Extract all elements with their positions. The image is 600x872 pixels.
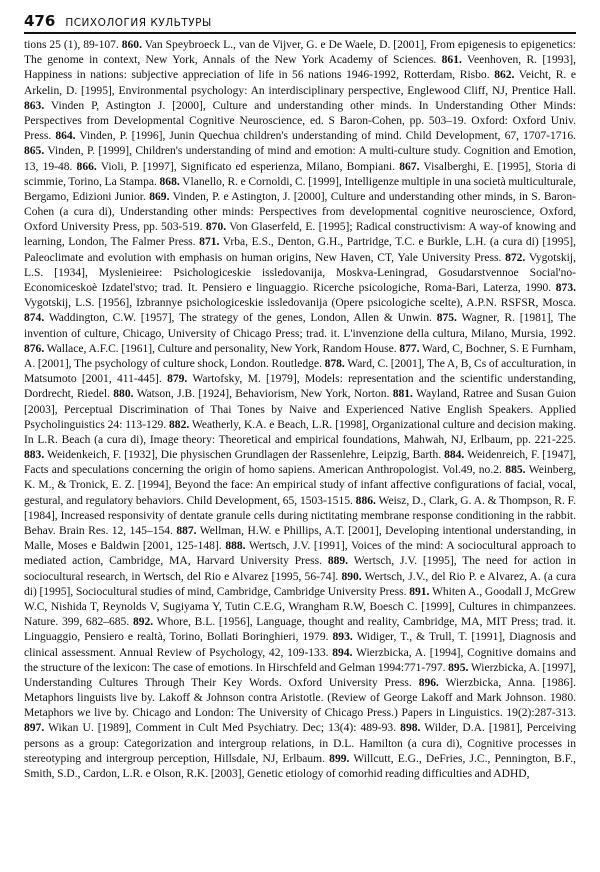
reference-text: Vinden, P. [1996], Junin Quechua children's understanding of mind. Child Development, 67, 1707-1716. [79, 130, 576, 143]
reference-text: Vygotskij, L.S. [1934], Myslenieiree: Psichologiceskie issledovanija, Moskva-Leningrad, Gosudarstvennoe Social'no-Economiceskoè Izdatel'stvo; trad. It. Pensiero e linguaggio. Ricerche psicologiche, Roma-Bari, Laterza, 1990. [24, 251, 576, 294]
page-number: 476 [24, 12, 56, 30]
reference-text: Wikan U. [1989], Comment in Cult Med Psychiatry. Dec; 13(4): 489-93. [48, 722, 397, 735]
reference-number: 886. [355, 494, 376, 507]
reference-number: 897. [24, 722, 45, 735]
reference-text: Willcutt, E.G., DeFries, J.C., Pennington, B.F., Smith, S.D., Cardon, L.R. e Olson, R.K. [2003], Genetic etiology of comorhid reading difficulties and ADHD, [24, 752, 576, 780]
reference-entry [55, 130, 576, 142]
reference-number: 899. [329, 752, 350, 765]
reference-list [24, 38, 576, 782]
reference-number: 892. [132, 616, 154, 629]
reference-number: 879. [167, 373, 188, 386]
reference-number: 880. [113, 388, 134, 401]
reference-text: Wertsch, J.V. [1991], Voices of the mind: A sociocultural approach to mediated action, Cambridge, MA, Harvard University Press. [24, 540, 576, 568]
reference-text: Vygotskij, L.S. [1956], Izbrannye psichologiceskie issledovanija (Opere psicologiche scelte), A.P.N. RSFSR, Mosca. [24, 297, 576, 310]
reference-number: 874. [24, 312, 45, 325]
reference-number: 876. [24, 342, 45, 355]
reference-text: Wierzbicka, Anna. [1986]. Metaphors linguists live by. Lakoff & Johnson contra Aristotle. (Review of George Lakoff and Mark Johnson. 1980. Metaphors we live by. Chicago and London: The University of Chicago Press.) Papers in Linguistics. 19(2):287-313. [24, 676, 576, 720]
reference-text: Wallace, A.F.C. [1961], Culture and personality, New York, Random House. [46, 342, 397, 355]
reference-number: 861. [441, 54, 462, 67]
reference-text: Wartofsky, M. [1979], Models: representation and the scientific understanding, Dordrecht, Riedel. [24, 373, 576, 401]
reference-text: Whore, B.L. [1956], Language, thought and reality, Cambridge, MA, MIT Press; trad. it. Linguaggio, Pensiero e realtà, Torino, Bollati Boringhieri, 1979. [24, 616, 576, 644]
reference-number: 882. [169, 418, 190, 431]
reference-text: Waddington, C.W. [1957], The strategy of the genes, London, Allen & Unwin. [48, 312, 432, 325]
reference-text: Vrba, E.S., Denton, G.H., Partridge, T.C. e Burkle, L.H. (a cura di) [1995], Paleoclimate and evolution with emphasis on human origins, New Haven, CT, Yale University Press. [24, 236, 576, 264]
reference-text: Vinden, P. e Astington, J. [2000], Culture and understanding other minds, in S. Baron-Cohen (a cura di), Understanding other minds: Perspectives from developmental cognitive neuroscience, Oxford, Oxford University Press, pp. 503-519. [24, 190, 576, 234]
reference-number: 890. [341, 570, 362, 583]
reference-text: Ward, C, Bochner, S. E Furnham, A. [2001], The psychology of culture shock, London. Routledge. [24, 342, 576, 370]
reference-text: Vlanello, R. e Cornoldi, C. [1999], Intelligenze multiple in una società multiculturale, Bergamo, Edizioni Junior. [24, 175, 576, 203]
reference-text: Vinden, P. [1999], Children's understanding of mind and emotion: A multi-culture study. Cognition and Emotion, 13, 19-48. [24, 145, 576, 173]
reference-number: 869. [149, 190, 170, 203]
reference-text: Veenhoven, R. [1993], Happiness in nations: subjective appreciation of life in 56 nations 1946-1992, Rotterdam, Risbo. [24, 54, 576, 82]
reference-number: 894. [332, 646, 353, 659]
reference-number: 864. [55, 130, 76, 143]
reference-number: 870. [205, 221, 227, 234]
reference-entry [24, 343, 397, 355]
reference-number: 878. [324, 357, 345, 370]
reference-number: 877. [399, 342, 420, 355]
reference-number: 891. [409, 585, 430, 598]
reference-number: 893. [332, 631, 353, 644]
reference-entry [24, 722, 396, 734]
reference-text: Wierzbicka, A. [1994], Cognitive domains and the structure of the lexicon: The case of emotions. In Hirschfeld and Gelman 1994:771-797. [24, 646, 576, 674]
reference-text: Vinden P, Astington J. [2000], Culture and understanding other minds. In Understanding Other Minds: Perspectives from Developmental Cognitive Neuroscience, ed. S Baron-Cohen, pp. 503–19. Oxford: Oxford Univ. Press. [24, 99, 576, 143]
reference-text: Whiten A., Goodall J, McGrew W.C, Nishida T, Reynolds V, Sugiyama Y, Tutin C.E.G, Wrangham R.W, Boesch C. [1999], Cultures in chimpanzees. Nature. 399, 682–685. [24, 585, 576, 629]
reference-text: Wertsch, J.V. [1995], The need for action in sociocultural research, in Wertsch, del Rio e Alvarez [1995, 56-74]. [24, 555, 576, 583]
reference-text: Von Glaserfeld, E. [1995]; Radical constructivism: A way-of knowing and learning, London, The Falmer Press. [24, 221, 576, 249]
reference-number: 871. [199, 236, 220, 249]
reference-number: 866. [76, 160, 97, 173]
reference-number: 875. [436, 312, 457, 325]
reference-text: tions 25 (1), 89-107. [24, 39, 119, 51]
reference-number: 881. [392, 388, 413, 401]
reference-text: Wayland, Ratree and Susan Guion [2003], Perceptual Discrimination of Thai Tones by Naive and Experienced Native English Speakers. Applied Psycholinguistics 24: 113-129. [24, 388, 576, 431]
reference-number: 884. [444, 449, 465, 462]
reference-number: 872. [505, 251, 526, 264]
reference-number: 887. [176, 525, 197, 537]
reference-number: 896. [418, 676, 439, 689]
reference-text: Wagner, R. [1981], The invention of culture, Chicago, University of Chicago Press; trad. it. L'invenzione della cultura, Milano, Mursia, 1992. [24, 312, 576, 340]
reference-text: Wierzbicka, A. [1997], Understanding Cultures Through Their Key Words. Oxford University Press. [24, 661, 576, 689]
reference-entry [24, 312, 432, 324]
reference-entry [77, 161, 396, 173]
reference-entry [24, 39, 119, 51]
reference-entry [113, 388, 389, 400]
reference-number: 865. [24, 145, 45, 158]
reference-text: Wilder, D.A. [1981], Perceiving persons as a group: Categorization and intergroup relations, in D.L. Hamilton (a cura di), Cognitive processes in stereotyping and intergroup perception, Hillsdale, NJ, Erlbaum. [24, 722, 576, 765]
reference-number: 883. [24, 449, 45, 462]
reference-text: Wertsch, J.V., del Rio P. e Alvarez, A. (a cura di) [1995], Sociocultural studies of mind, Cambridge, Cambridge University Press. [24, 570, 576, 598]
reference-text: Visalberghi, E. [1995], Storia di scimmie, Torino, La Stampa. [24, 160, 576, 188]
reference-number: 898. [400, 722, 421, 735]
reference-text: Ward, C. [2001], The A, B, Cs of acculturation, in Matsumoto [2001, 411-445]. [24, 357, 576, 386]
reference-text: Van Speybroeck L., van de Vijver, G. e De Waele, D. [2001], From epigenesis to epigenetics: The genome in context, New York, Annals of the New York Academy of Sciences. [24, 39, 576, 67]
reference-number: 889. [327, 555, 349, 568]
reference-text: Veicht, R. e Arkelin, D. [1995], Environmental psychology: An interdisciplinary perspective, Englewood Cliff, NJ, Prentice Hall. [24, 69, 576, 97]
reference-text: Widiger, T., & Trull, T. [1991], Diagnosis and clinical assessment. Annual Review of Psychology, 42, 109-133. [24, 631, 576, 659]
reference-number: 888. [225, 540, 246, 553]
reference-text: Weidenreich, F. [1947], Facts and speculations concerning the origin of homo sapiens. American Anthropologist. Vol.49, no.2. [24, 449, 576, 477]
reference-number: 873. [555, 282, 576, 294]
reference-text: Weisz, D., Clark, G. A. & Thompson, R. F. [1984], Increased responsivity of dentate granule cells during nictitating membrane response conditioning in the rabbit. Behav. Brain Res. 12, 145–154. [24, 494, 576, 537]
reference-text: Weidenkeich, F. [1932], Die physischen Grundlagen der Rassenlehre, Leipzig, Barth. [46, 449, 442, 462]
running-head: ПСИХОЛОГИЯ КУЛЬТУРЫ [65, 17, 212, 29]
reference-number: 885. [505, 464, 526, 477]
reference-text: Weatherly, K.A. e Beach, L.R. [1998], Organizational culture and decision making. In L.R. Beach (a cura di), Image theory: Theoretical and empirical foundations, Mahwah, NJ, Erlbaum, pp. 221-225. [24, 418, 576, 446]
reference-number: 868. [159, 175, 180, 188]
reference-number: 895. [448, 661, 469, 674]
reference-text: Wellman, H.W. e Phillips, A.T. [2001], Developing intentional understanding, in Malle, Moses e Baldwin [2001, 125-148]. [24, 525, 576, 553]
reference-text: Violi, P. [1997], Significato ed esperienza, Milano, Bompiani. [100, 160, 396, 173]
reference-number: 860. [121, 39, 142, 51]
page-header [24, 12, 576, 34]
reference-entry [24, 449, 441, 461]
reference-text: Watson, J.B. [1924], Behaviorism, New York, Norton. [136, 388, 390, 401]
reference-number: 863. [24, 99, 45, 112]
reference-text: Weinberg, K. M., & Tronick, E. Z. [1994], Beyond the face: An empirical study of infant affective configurations of facial, vocal, gestural, and regulatory behaviors. Child Development, 65, 1503-1515. [24, 464, 576, 507]
reference-number: 867. [399, 160, 420, 173]
reference-number: 862. [494, 69, 515, 82]
